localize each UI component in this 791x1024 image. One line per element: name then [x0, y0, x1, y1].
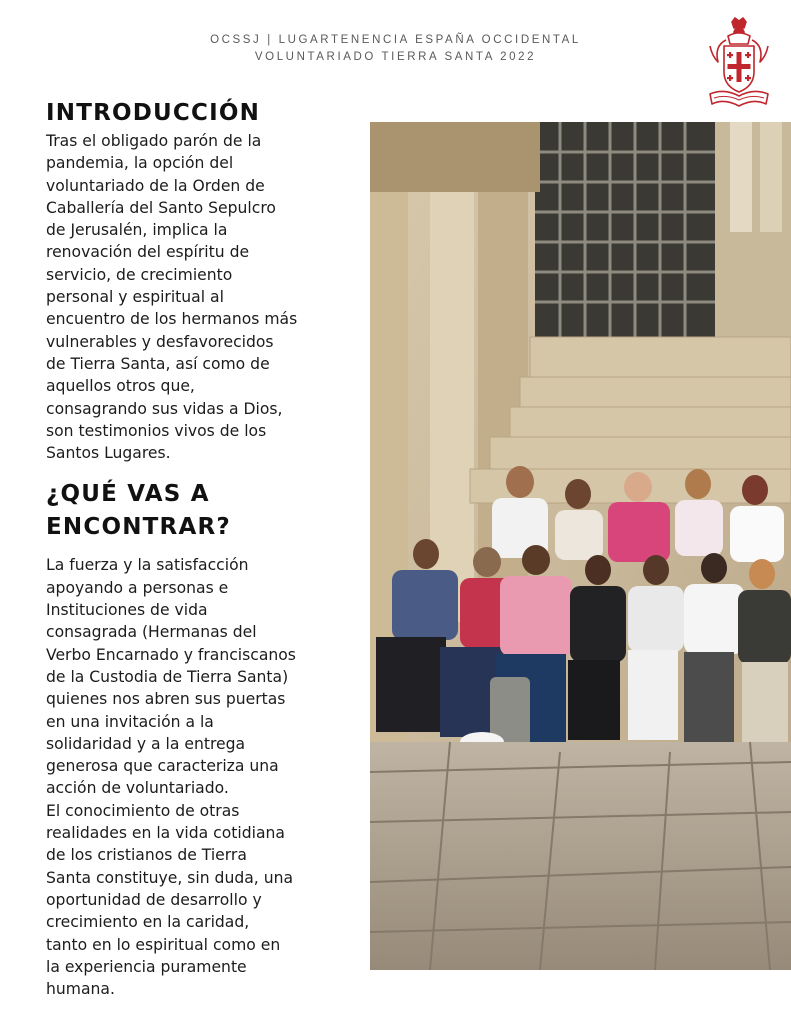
section2-heading — [46, 478, 346, 544]
page-header — [0, 32, 791, 66]
section2-body: La fuerza y la satisfacción apoyando a personas e Instituciones de vida consagrada (Hermanas del Verbo Encarnado y franciscanos de la Custodia de Tierra Santa) quienes nos abren sus puertas en una invitación a la solidaridad y a la entrega generosa que caracteriza una acción de voluntariado. El conocimiento de otras realidades en la vida cotidiana de los cristianos de Tierra Santa constituye, sin duda, una oportunidad de desarrollo y crecimiento en la caridad, tanto en lo espiritual como en la experiencia puramente humana. — [46, 556, 296, 999]
section2-heading-line-1: ¿QUÉ VAS A — [46, 481, 210, 508]
section2-heading-line-2: ENCONTRAR? — [46, 514, 231, 541]
intro-heading: INTRODUCCIÓN — [46, 100, 261, 126]
header-line-1: OCSSJ | LUGARTENENCIA ESPAÑA OCCIDENTAL — [210, 34, 581, 46]
intro-body: Tras el obligado parón de la pandemia, la opción del voluntariado de la Orden de Caballería del Santo Sepulcro de Jerusalén, implica la renovación del espíritu de servicio, de crecimiento personal y espiritual al encuentro de los hermanos más vulnerables y desfavorecidos de Tierra Santa, así como de aquellos otros que, consagrando sus vidas a Dios, son testimonios vivos de los Santos Lugares. — [46, 132, 298, 463]
text-column — [46, 96, 346, 1000]
order-crest-icon — [704, 16, 774, 112]
header-line-2: VOLUNTARIADO TIERRA SANTA 2022 — [254, 51, 537, 63]
group-photo — [370, 122, 791, 970]
